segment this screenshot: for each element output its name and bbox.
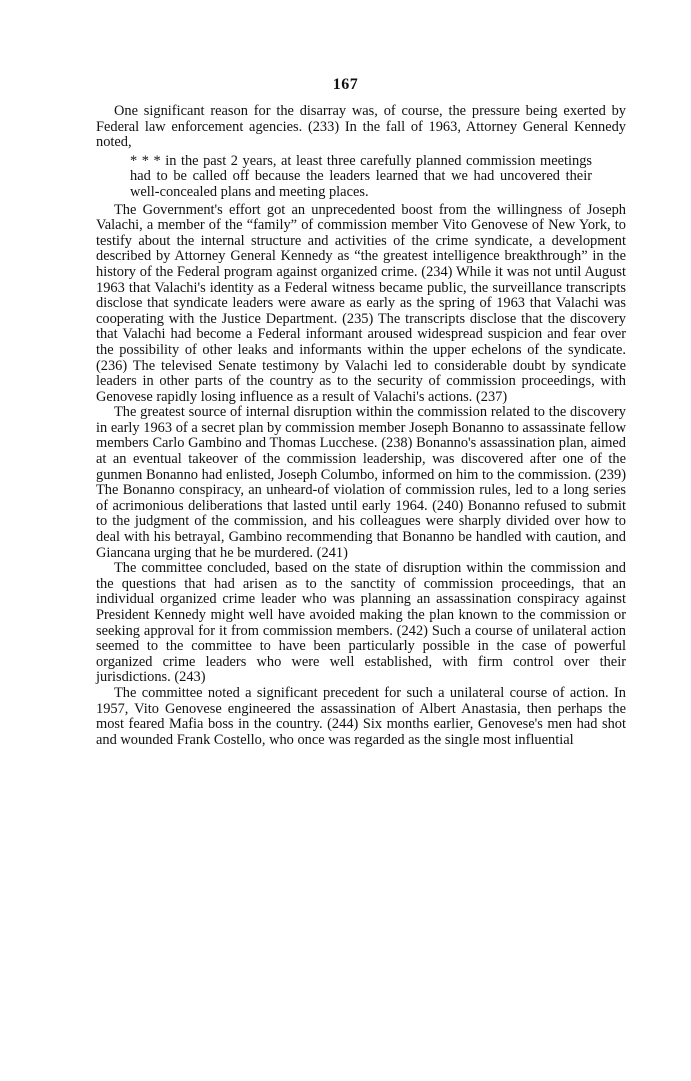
paragraph-1: One significant reason for the disarray was, of course, the pressure being exerted by Federal law enforcement agencies. (233) In the fall of 1963, Attorney General Kennedy noted, bbox=[96, 103, 626, 151]
quote-text: * * * in the past 2 years, at least three carefully planned commission meetings had to be called off because the leaders learned that we had uncovered their well-concealed plans and meeting places. bbox=[130, 152, 592, 200]
paragraph-2: The Government's effort got an unprecedented boost from the willingness of Joseph Valachi, a member of the “family” of commission member Vito Genovese of New York, to testify about the internal structure and activities of the crime syndicate, a development described by Attorney General Kennedy as “the greatest intelligence breakthrough” in the history of the Federal program against organized crime. (234) While it was not until August 1963 that Valachi's identity as a Federal witness became public, the surveillance transcripts disclose that syndicate leaders were aware as early as the spring of 1963 that Valachi was cooperating with the Justice Department. (235) The transcripts disclose that the discovery that Valachi had become a Federal informant aroused widespread suspicion and fear over the possibility of other leaks and informants within the upper echelons of the syndicate. (236) The televised Senate testimony by Valachi led to considerable doubt by syndicate leaders in other parts of the country as to the security of commission proceedings, with Genovese rapidly losing influence as a result of Valachi's actions. (237) bbox=[96, 201, 626, 405]
page-number: 167 bbox=[332, 76, 359, 93]
paragraph-4: The committee concluded, based on the state of disruption within the commission and the questions that had arisen as to the sanctity of commission proceedings, that an individual organized crime leader who was planning an assassination conspiracy against President Kennedy might well have avoided making the plan known to the commission or seeking approval for it from commission members. (242) Such a course of unilateral action seemed to the committee to have been particularly possible in the case of powerful organized crime leaders who were well established, with firm control over their jurisdictions. (243) bbox=[96, 560, 626, 686]
body-text bbox=[96, 104, 626, 748]
paragraph-5: The committee noted a significant precedent for such a unilateral course of action. In 1957, Vito Genovese engineered the assassination of Albert Anastasia, then perhaps the most feared Mafia boss in the country. (244) Six months earlier, Genovese's men had shot and wounded Frank Costello, who once was regarded as the single most influential bbox=[96, 684, 626, 748]
paragraph-3: The greatest source of internal disruption within the commission related to the discovery in early 1963 of a secret plan by commission member Joseph Bonanno to assassinate fellow members Carlo Gambino and Thomas Lucchese. (238) Bonanno's assassination plan, aimed at an eventual takeover of the commission leadership, was discovered after one of the gunmen Bonanno had enlisted, Joseph Columbo, informed on him to the commission. (239) The Bonanno conspiracy, an unheard-of violation of commission rules, led to a long series of acrimonious deliberations that lasted until early 1964. (240) Bonanno refused to submit to the judgment of the commission, and his colleagues were sharply divided over how to deal with his betrayal, Gambino recommending that Bonanno be handled with caution, and Giancana urging that he be murdered. (241) bbox=[96, 404, 626, 561]
block-quote bbox=[130, 154, 592, 201]
